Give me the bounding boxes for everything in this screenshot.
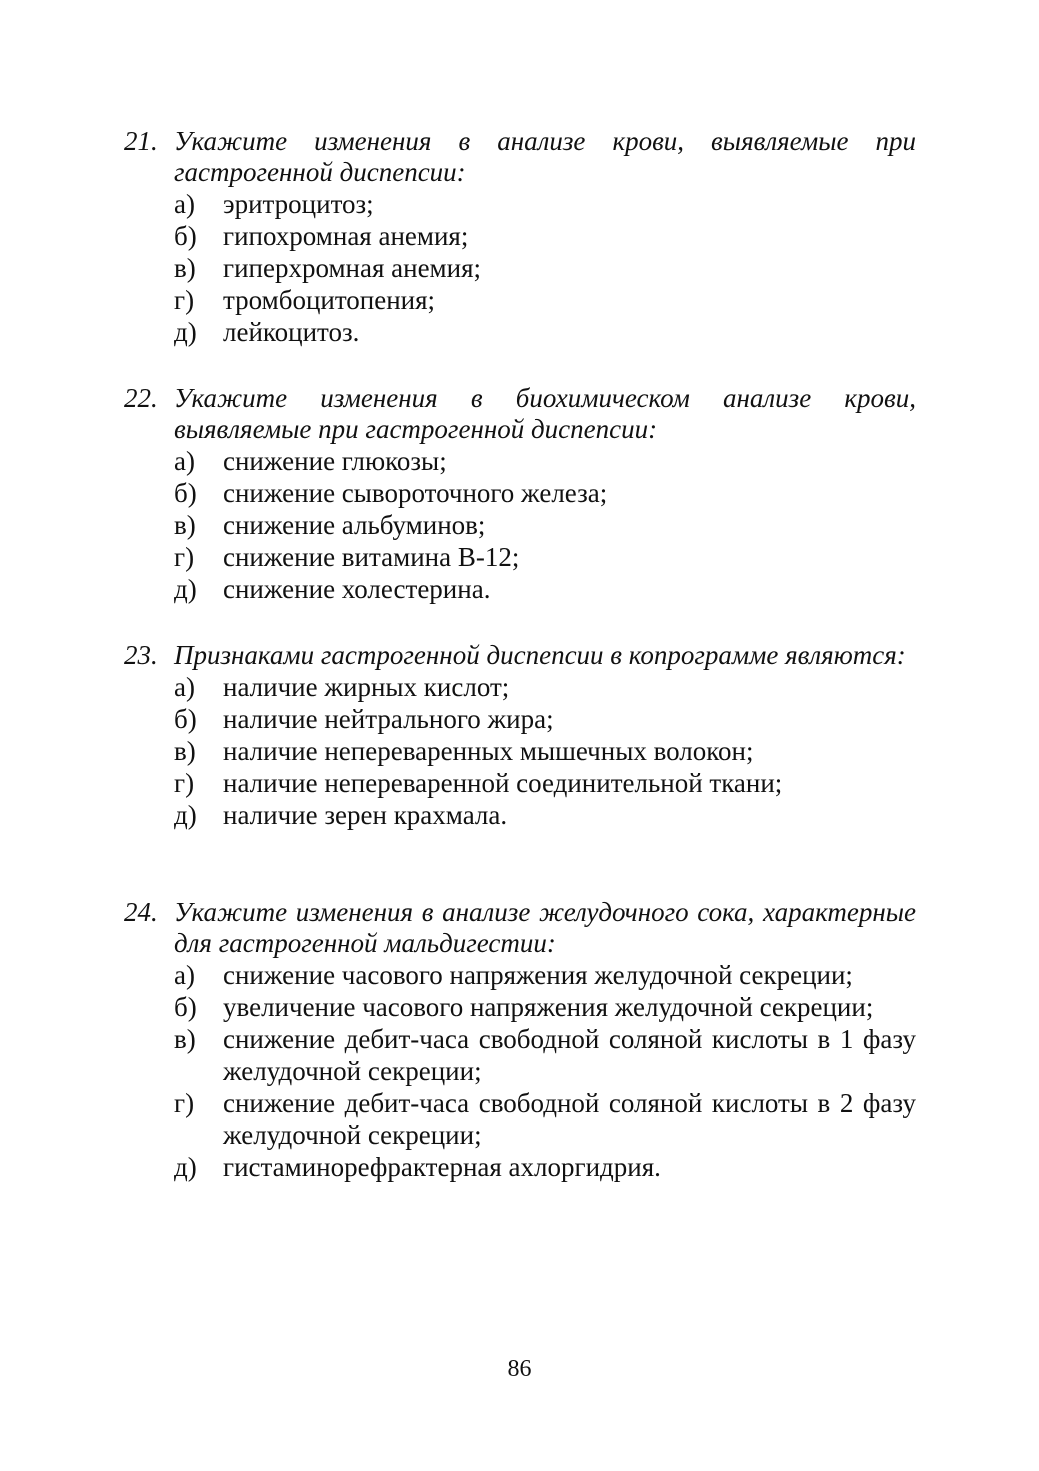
option-text: наличие непереваренной соединительной ткани; bbox=[223, 768, 783, 798]
answer-option bbox=[174, 1087, 916, 1151]
answer-option bbox=[174, 991, 916, 1023]
option-letter: г) bbox=[174, 768, 195, 798]
question-22 bbox=[124, 383, 916, 605]
answer-options bbox=[124, 959, 916, 1183]
question-stem bbox=[124, 383, 916, 445]
question-number: 21. bbox=[124, 126, 158, 156]
answer-option bbox=[174, 541, 916, 573]
question-text: Укажите изменения в анализе желудочного сока, характерные для гастрогенной мальдигестии: bbox=[174, 897, 916, 958]
option-text: гистаминорефрактерная ахлоргидрия. bbox=[223, 1152, 661, 1182]
option-text: тромбоцитопения; bbox=[223, 285, 436, 315]
question-number: 24. bbox=[124, 897, 158, 927]
option-text: гиперхромная анемия; bbox=[223, 253, 482, 283]
option-text: наличие зерен крахмала. bbox=[223, 800, 508, 830]
question-stem bbox=[124, 640, 916, 671]
option-letter: г) bbox=[174, 1088, 195, 1118]
question-text: Укажите изменения в биохимическом анализе крови, выявляемые при гастрогенной диспепсии: bbox=[174, 383, 916, 444]
option-letter: в) bbox=[174, 736, 196, 766]
answer-option bbox=[174, 573, 916, 605]
answer-option bbox=[174, 959, 916, 991]
option-letter: а) bbox=[174, 446, 195, 476]
answer-option bbox=[174, 1151, 916, 1183]
option-letter: д) bbox=[174, 574, 197, 604]
option-text: снижение сывороточного железа; bbox=[223, 478, 608, 508]
question-stem bbox=[124, 897, 916, 959]
option-letter: д) bbox=[174, 1152, 197, 1182]
option-letter: г) bbox=[174, 285, 195, 315]
option-text: снижение часового напряжения желудочной секреции; bbox=[223, 960, 853, 990]
option-text: снижение альбуминов; bbox=[223, 510, 486, 540]
question-number: 23. bbox=[124, 640, 158, 670]
option-letter: б) bbox=[174, 221, 197, 251]
option-letter: в) bbox=[174, 510, 196, 540]
option-text: снижение витамина В-12; bbox=[223, 542, 520, 572]
answer-option bbox=[174, 188, 916, 220]
option-letter: в) bbox=[174, 1024, 196, 1054]
option-text: снижение дебит-часа свободной соляной кислоты в 1 фазу желудочной секреции; bbox=[223, 1024, 916, 1086]
answer-option bbox=[174, 767, 916, 799]
option-text: наличие непереваренных мышечных волокон; bbox=[223, 736, 754, 766]
option-text: снижение дебит-часа свободной соляной кислоты в 2 фазу желудочной секреции; bbox=[223, 1088, 916, 1150]
answer-option bbox=[174, 445, 916, 477]
option-text: снижение глюкозы; bbox=[223, 446, 447, 476]
option-letter: б) bbox=[174, 478, 197, 508]
option-text: увеличение часового напряжения желудочной секреции; bbox=[223, 992, 874, 1022]
option-letter: б) bbox=[174, 704, 197, 734]
question-24 bbox=[124, 897, 916, 1183]
answer-option bbox=[174, 316, 916, 348]
question-21 bbox=[124, 126, 916, 348]
answer-option bbox=[174, 735, 916, 767]
answer-option bbox=[174, 220, 916, 252]
question-23 bbox=[124, 640, 916, 831]
answer-option bbox=[174, 703, 916, 735]
option-letter: д) bbox=[174, 317, 197, 347]
answer-options bbox=[124, 188, 916, 348]
answer-option bbox=[174, 509, 916, 541]
option-text: снижение холестерина. bbox=[223, 574, 491, 604]
option-text: эритроцитоз; bbox=[223, 189, 374, 219]
answer-option bbox=[174, 477, 916, 509]
option-letter: а) bbox=[174, 960, 195, 990]
question-text: Укажите изменения в анализе крови, выявляемые при гастрогенной диспепсии: bbox=[174, 126, 916, 187]
option-text: лейкоцитоз. bbox=[223, 317, 360, 347]
question-text: Признаками гастрогенной диспепсии в копрограмме являются: bbox=[174, 640, 906, 670]
page-number: 86 bbox=[507, 1356, 532, 1382]
option-text: наличие жирных кислот; bbox=[223, 672, 510, 702]
option-letter: а) bbox=[174, 189, 195, 219]
answer-option bbox=[174, 671, 916, 703]
option-letter: а) bbox=[174, 672, 195, 702]
answer-options bbox=[124, 671, 916, 831]
option-text: наличие нейтрального жира; bbox=[223, 704, 554, 734]
question-stem bbox=[124, 126, 916, 188]
answer-option bbox=[174, 1023, 916, 1087]
option-letter: г) bbox=[174, 542, 195, 572]
option-letter: б) bbox=[174, 992, 197, 1022]
answer-option bbox=[174, 252, 916, 284]
option-text: гипохромная анемия; bbox=[223, 221, 469, 251]
answer-option bbox=[174, 284, 916, 316]
question-number: 22. bbox=[124, 383, 158, 413]
option-letter: в) bbox=[174, 253, 196, 283]
answer-option bbox=[174, 799, 916, 831]
option-letter: д) bbox=[174, 800, 197, 830]
answer-options bbox=[124, 445, 916, 605]
